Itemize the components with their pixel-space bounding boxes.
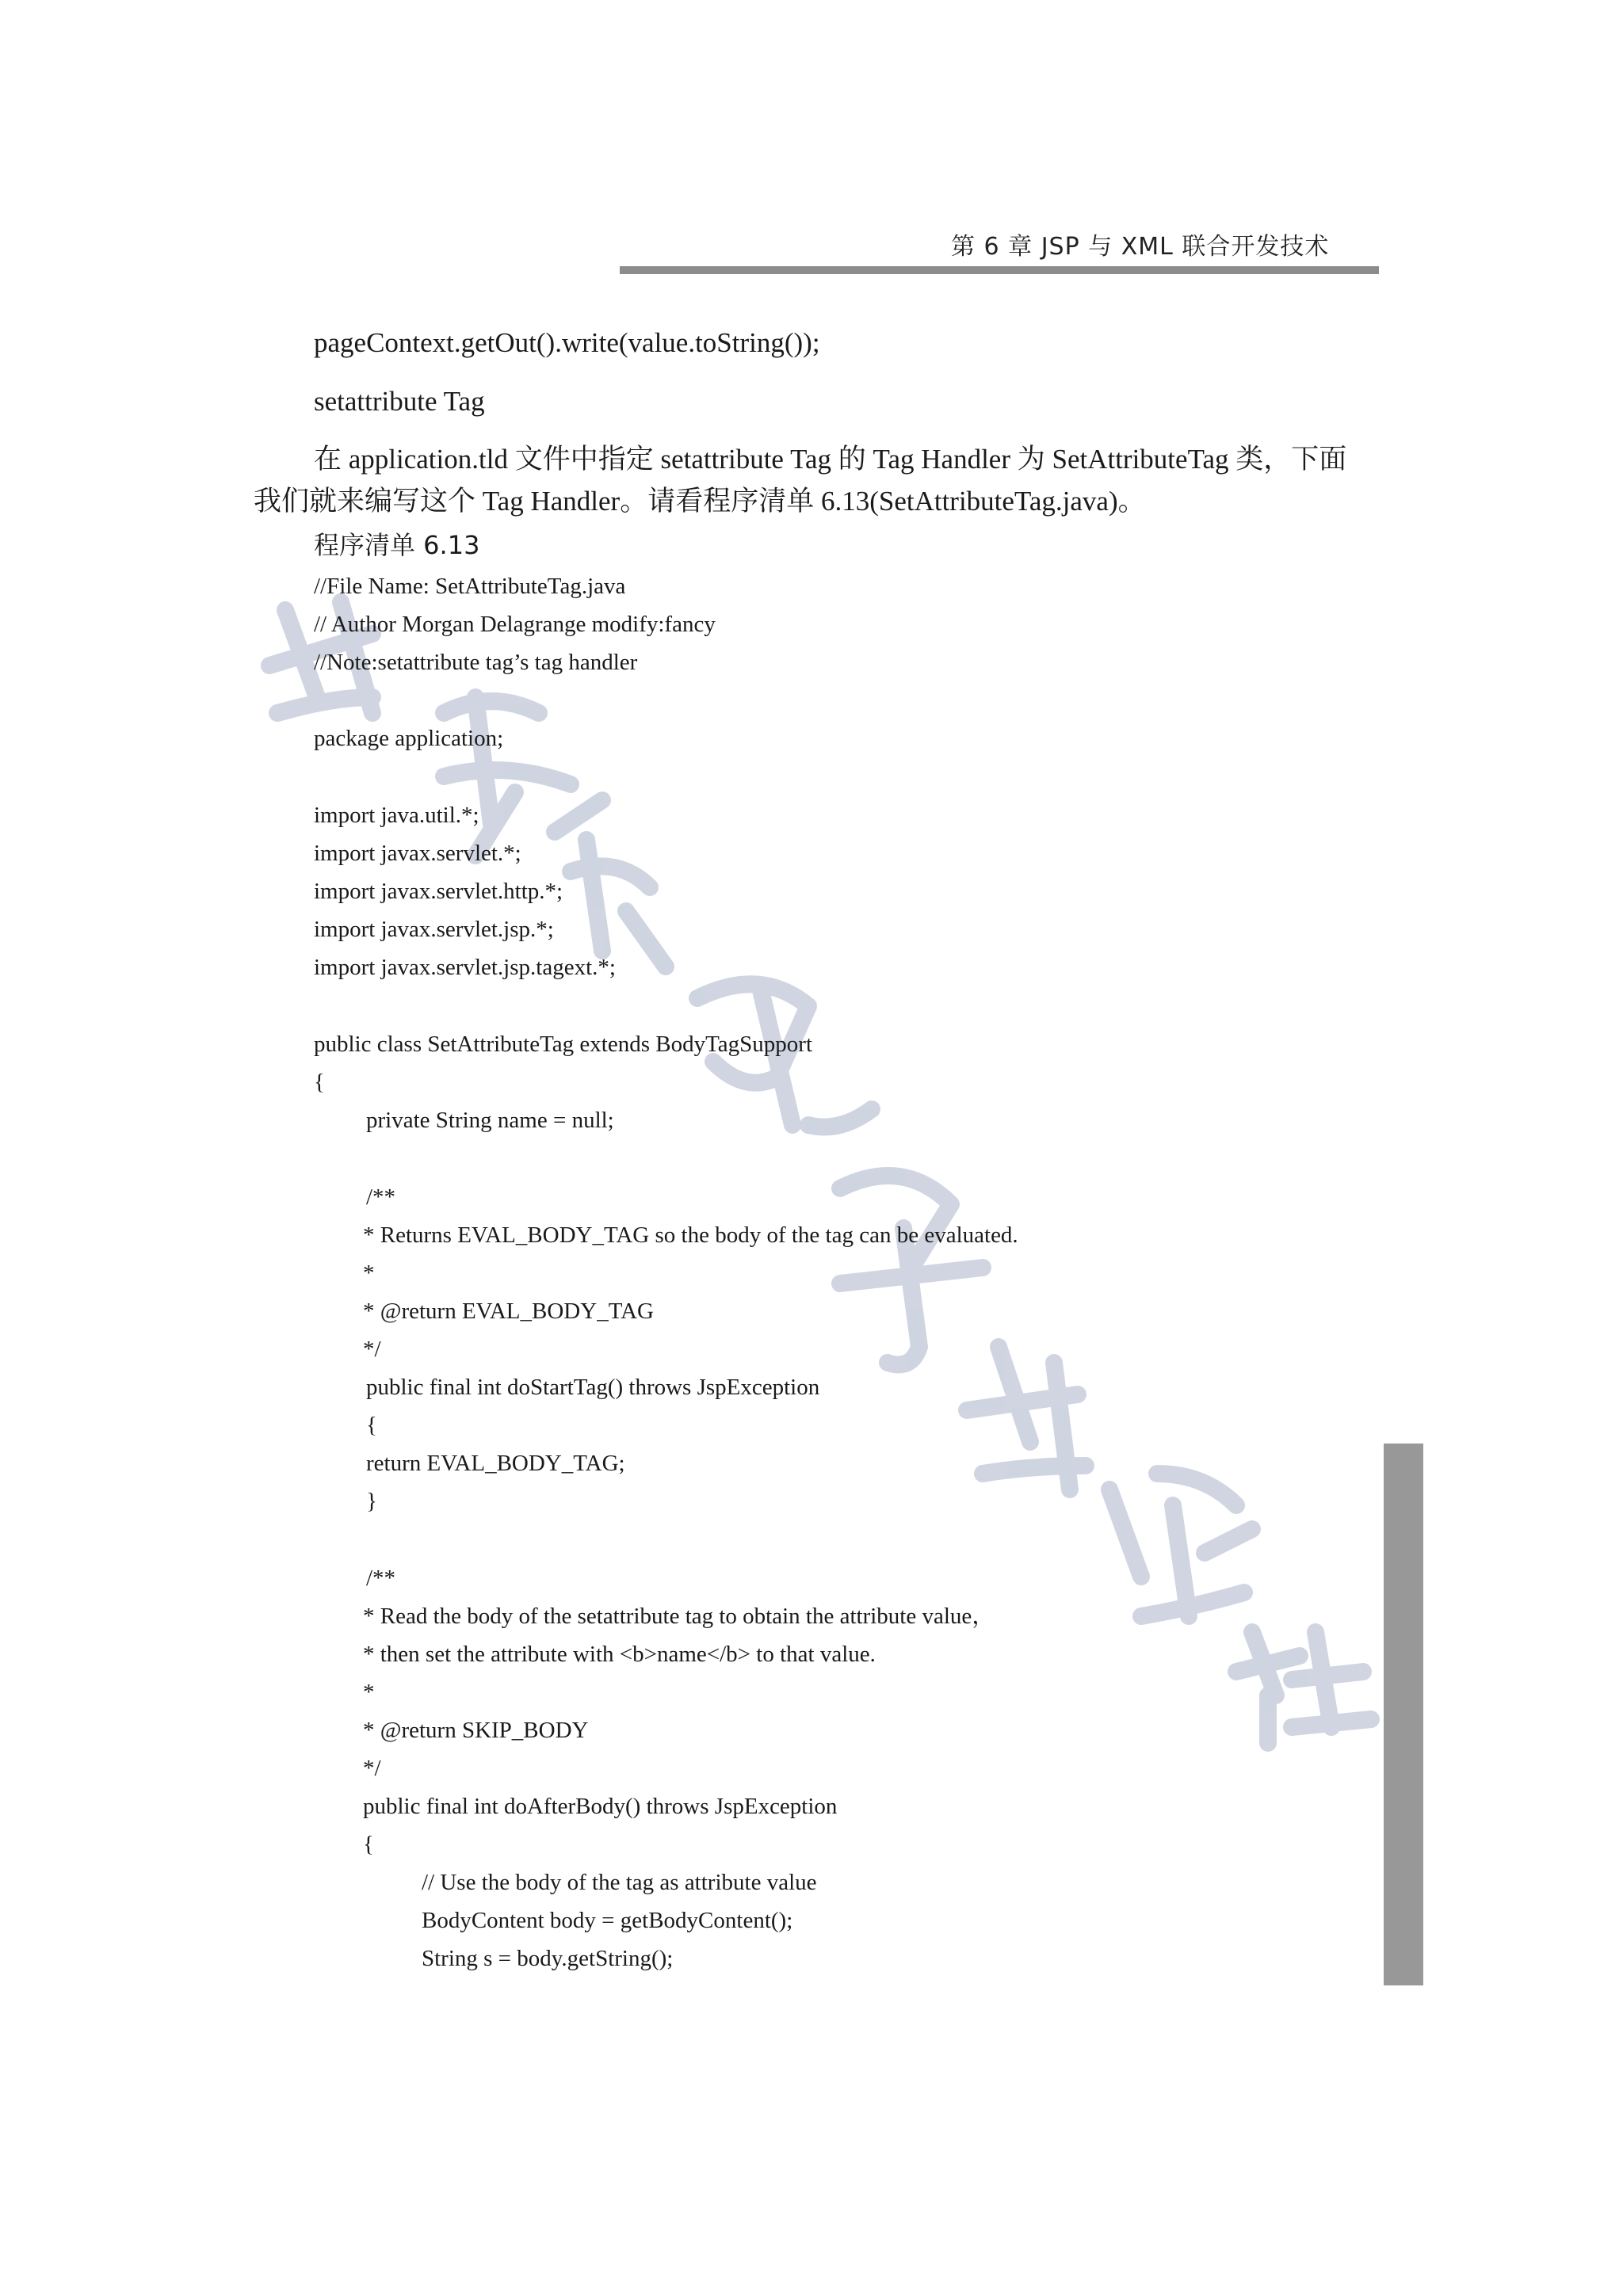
code-line: BodyContent body = getBodyContent(); [422,1908,793,1933]
code-line: private String name = null; [366,1108,614,1133]
code-line: /** [366,1184,396,1210]
code-line: * [363,1261,375,1286]
body-paragraph-line-1: 在 application.tld 文件中指定 setattribute Tag 的 Tag Handler 为 SetAttributeTag 类，下面 [314,444,1347,475]
code-line: * then set the attribute with <b>name</b> to that value. [363,1642,876,1667]
code-line: //Note:setattribute tag’s tag handler [314,650,638,675]
code-line: * Read the body of the setattribute tag to obtain the attribute value， [363,1604,995,1629]
side-tab-marker [1384,1444,1423,1985]
body-heading-setattribute-tag: setattribute Tag [314,386,485,417]
code-line: * [363,1680,375,1705]
code-line: // Author Morgan Delagrange modify:fancy [314,612,716,637]
code-line: import java.util.*; [314,803,479,828]
code-line: import javax.servlet.jsp.tagext.*; [314,955,616,980]
code-line: /** [366,1566,396,1591]
code-line: */ [363,1756,381,1781]
code-line: return EVAL_BODY_TAG; [366,1451,625,1476]
code-line: } [366,1489,377,1514]
code-line: * Returns EVAL_BODY_TAG so the body of the tag can be evaluated. [363,1222,1018,1248]
code-line: { [366,1413,377,1438]
code-line: public final int doAfterBody() throws JspException [363,1794,838,1819]
code-line: package application; [314,726,504,751]
listing-title: 程序清单 6.13 [314,530,480,560]
code-line: public class SetAttributeTag extends BodyTagSupport [314,1032,813,1057]
code-line: import javax.servlet.jsp.*; [314,917,554,942]
code-line: */ [363,1337,381,1362]
code-line: { [363,1832,374,1857]
header-rule [620,266,1379,274]
code-line: * @return SKIP_BODY [363,1718,589,1743]
body-paragraph-line-2: 我们就来编写这个 Tag Handler。请看程序清单 6.13(SetAttributeTag.java)。 [254,486,1146,517]
code-line: { [314,1070,325,1095]
body-code-line: pageContext.getOut().write(value.toString()); [314,327,820,358]
chapter-header: 第 6 章 JSP 与 XML 联合开发技术 [951,233,1330,261]
code-line: //File Name: SetAttributeTag.java [314,574,626,599]
code-line: // Use the body of the tag as attribute value [422,1870,817,1895]
code-line: * @return EVAL_BODY_TAG [363,1299,654,1324]
code-line: import javax.servlet.*; [314,841,521,866]
code-line: public final int doStartTag() throws JspException [366,1375,820,1400]
code-line: String s = body.getString(); [422,1946,674,1971]
code-line: import javax.servlet.http.*; [314,879,563,904]
